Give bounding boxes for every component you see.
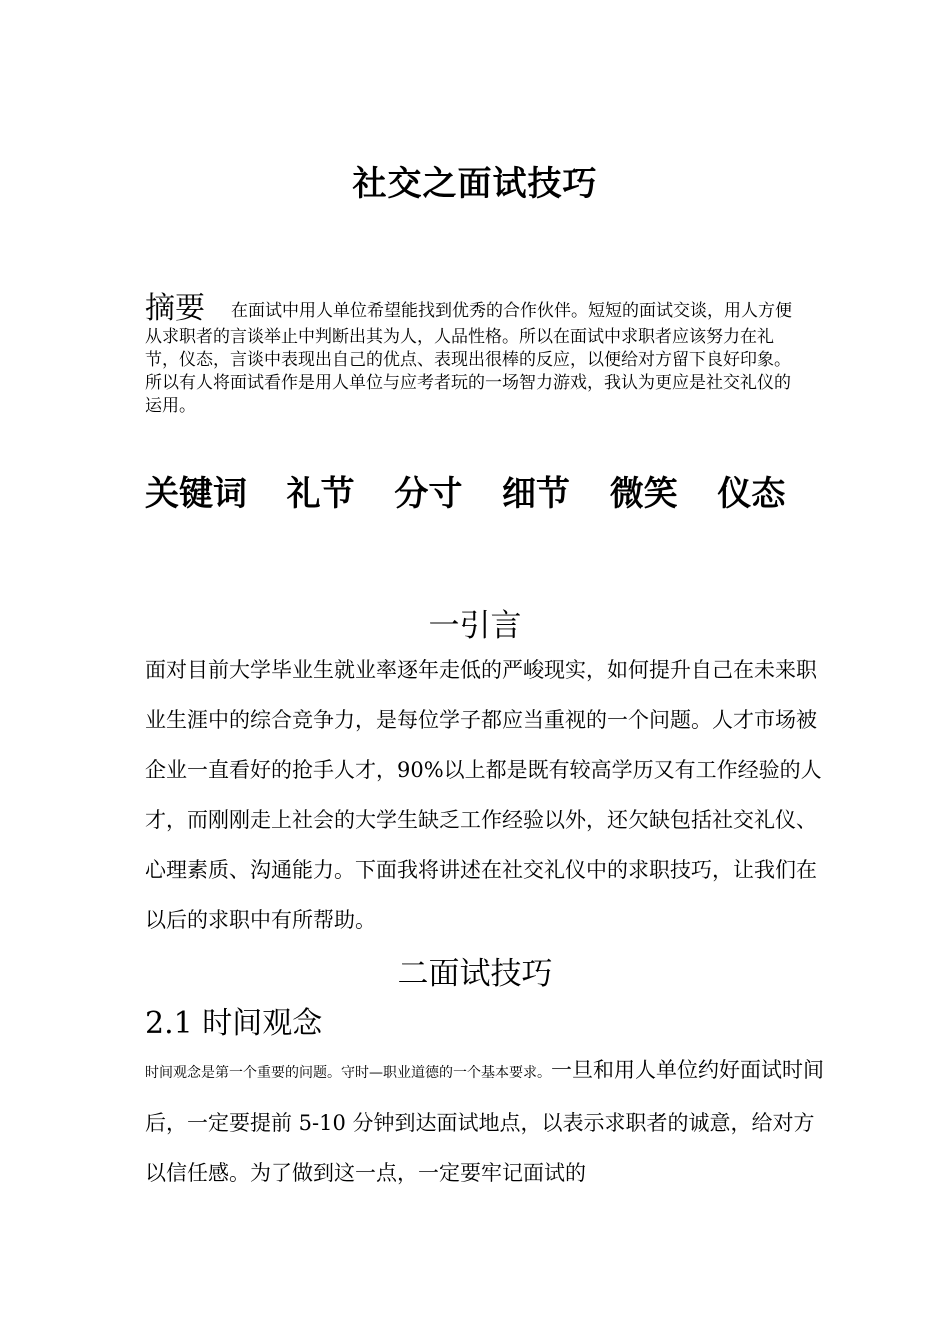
abstract-label: 摘要 <box>145 291 205 326</box>
section-heading-introduction: 一引言 <box>428 608 522 644</box>
time-paragraph-lead: 时间观念是第一个重要的问题。守时—职业道德的一个基本要求。 <box>145 1065 551 1081</box>
document-title: 社交之面试技巧 <box>352 164 598 204</box>
time-paragraph <box>145 1045 825 1198</box>
keywords-line: 关键词 礼节 分寸 细节 微笑 仪态 <box>145 474 786 514</box>
subsection-heading-time: 2.1 时间观念 <box>145 1006 323 1041</box>
introduction-paragraph: 面对目前大学毕业生就业率逐年走低的严峻现实，如何提升自己在未来职业生涯中的综合竞争力，是每位学子都应当重视的一个问题。人才市场被企业一直看好的抢手人才，90%以上都是既有较高学历又有工作经验的人才，而刚刚走上社会的大学生缺乏工作经验以外，还欠缺包括社交礼仪、心理素质、沟通能力。下面我将讲述在社交礼仪中的求职技巧，让我们在以后的求职中有所帮助。 <box>145 658 822 932</box>
time-paragraph-text: 一旦和用人单位约好面试时间后，一定要提前 5-10 分钟到达面试地点，以表示求职者的诚意，给对方以信任感。为了做到这一点，一定要牢记面试的 <box>145 1058 824 1185</box>
abstract-text: 在面试中用人单位希望能找到优秀的合作伙伴。短短的面试交谈，用人方便从求职者的言谈举止中判断出其为人，人品性格。所以在面试中求职者应该努力在礼节，仪态，言谈中表现出自己的优点、表现出很棒的反应，以便给对方留下良好印象。所以有人将面试看作是用人单位与应考者玩的一场智力游戏，我认为更应是社交礼仪的运用。 <box>145 301 792 416</box>
abstract-paragraph <box>145 292 805 418</box>
section-heading-interview-tips: 二面试技巧 <box>397 956 553 992</box>
